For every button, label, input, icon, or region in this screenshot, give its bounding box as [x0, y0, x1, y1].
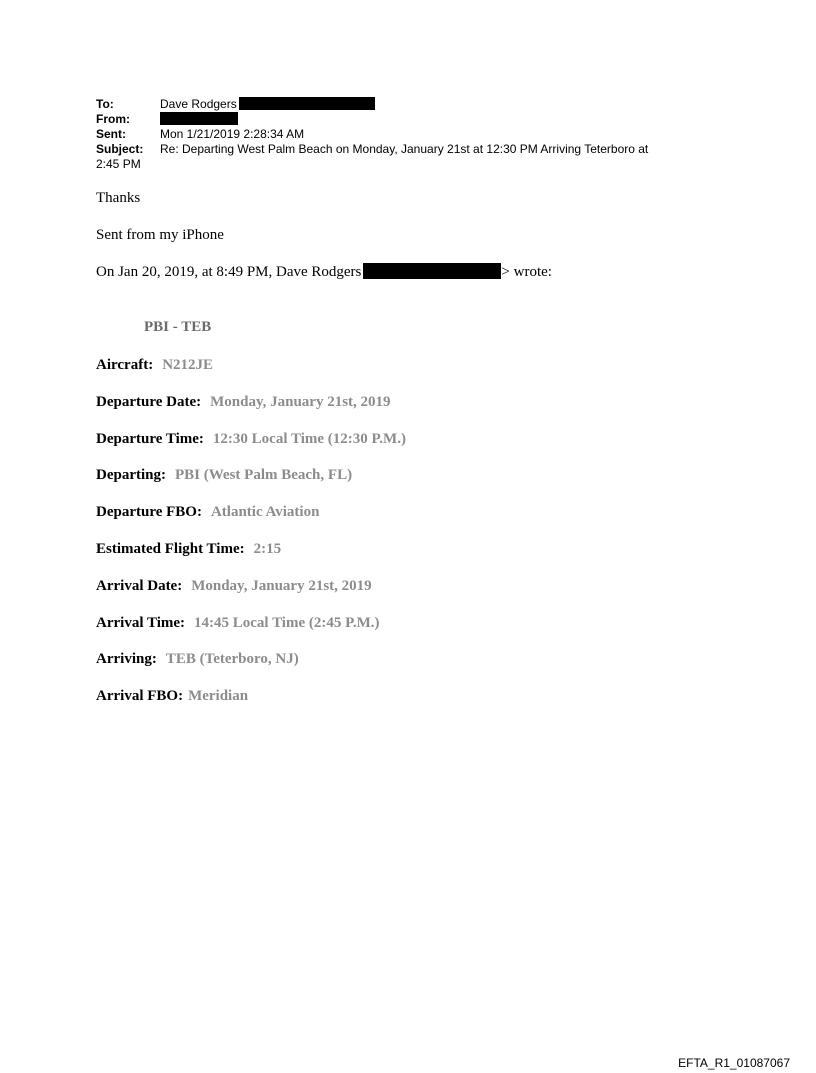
signature-text: Sent from my iPhone [96, 227, 224, 243]
email-header [96, 97, 736, 172]
field-value: Monday, January 21st, 2019 [191, 577, 372, 594]
redaction-block [363, 263, 501, 279]
itinerary-row [96, 650, 299, 668]
field-value: Monday, January 21st, 2019 [210, 393, 391, 410]
to-label: To: [96, 97, 114, 111]
field-label: Departing: [96, 467, 166, 484]
itinerary-row [96, 393, 391, 411]
quote-intro-prefix: On Jan 20, 2019, at 8:49 PM, Dave Rodgers [96, 264, 362, 280]
field-value: 12:30 Local Time (12:30 P.M.) [212, 430, 406, 447]
document-id: EFTA_R1_01087067 [678, 1056, 790, 1070]
quote-intro [96, 263, 552, 281]
field-value: PBI (West Palm Beach, FL) [175, 467, 353, 484]
to-value: Dave Rodgers [160, 97, 237, 111]
sent-value: Mon 1/21/2019 2:28:34 AM [160, 127, 305, 141]
itinerary-row [96, 614, 380, 632]
field-value: Atlantic Aviation [210, 504, 320, 521]
itinerary-row [96, 687, 248, 705]
field-label: Aircraft: [96, 357, 154, 373]
field-label: Estimated Flight Time: [96, 541, 245, 557]
field-label: Arrival Date: [96, 577, 183, 594]
itinerary-row [96, 356, 213, 374]
field-value: 14:45 Local Time (2:45 P.M.) [194, 614, 380, 631]
to-row [96, 97, 736, 112]
redaction-block [160, 112, 238, 125]
sent-row [96, 127, 736, 142]
field-label: Departure Time: [96, 430, 204, 447]
sent-label: Sent: [96, 127, 126, 141]
redaction-block [239, 97, 375, 110]
subject-row [96, 142, 736, 157]
itinerary-row [96, 430, 406, 448]
from-label: From: [96, 112, 130, 126]
thanks-text: Thanks [96, 190, 141, 206]
itinerary-row [96, 540, 281, 558]
subject-value: Re: Departing West Palm Beach on Monday, January 21st at 12:30 PM Arriving Teterboro at [160, 142, 649, 156]
field-value: TEB (Teterboro, NJ) [165, 651, 299, 668]
field-label: Arrival Time: [96, 614, 186, 631]
itinerary-row [96, 577, 372, 595]
quote-intro-suffix: > wrote: [501, 264, 552, 280]
field-label: Arriving: [96, 651, 157, 668]
route-heading: PBI - TEB [144, 319, 212, 335]
itinerary-row [96, 466, 352, 484]
field-value: N212JE [162, 357, 214, 373]
itinerary-row [96, 503, 319, 521]
subject-value-continued: 2:45 PM [96, 157, 141, 171]
field-label: Departure Date: [96, 393, 202, 410]
subject-label: Subject: [96, 142, 144, 156]
from-row [96, 112, 736, 127]
field-value: 2:15 [253, 541, 282, 557]
field-label: Departure FBO: [96, 504, 202, 521]
field-label: Arrival FBO: [96, 688, 184, 705]
field-value: Meridian [188, 688, 249, 705]
